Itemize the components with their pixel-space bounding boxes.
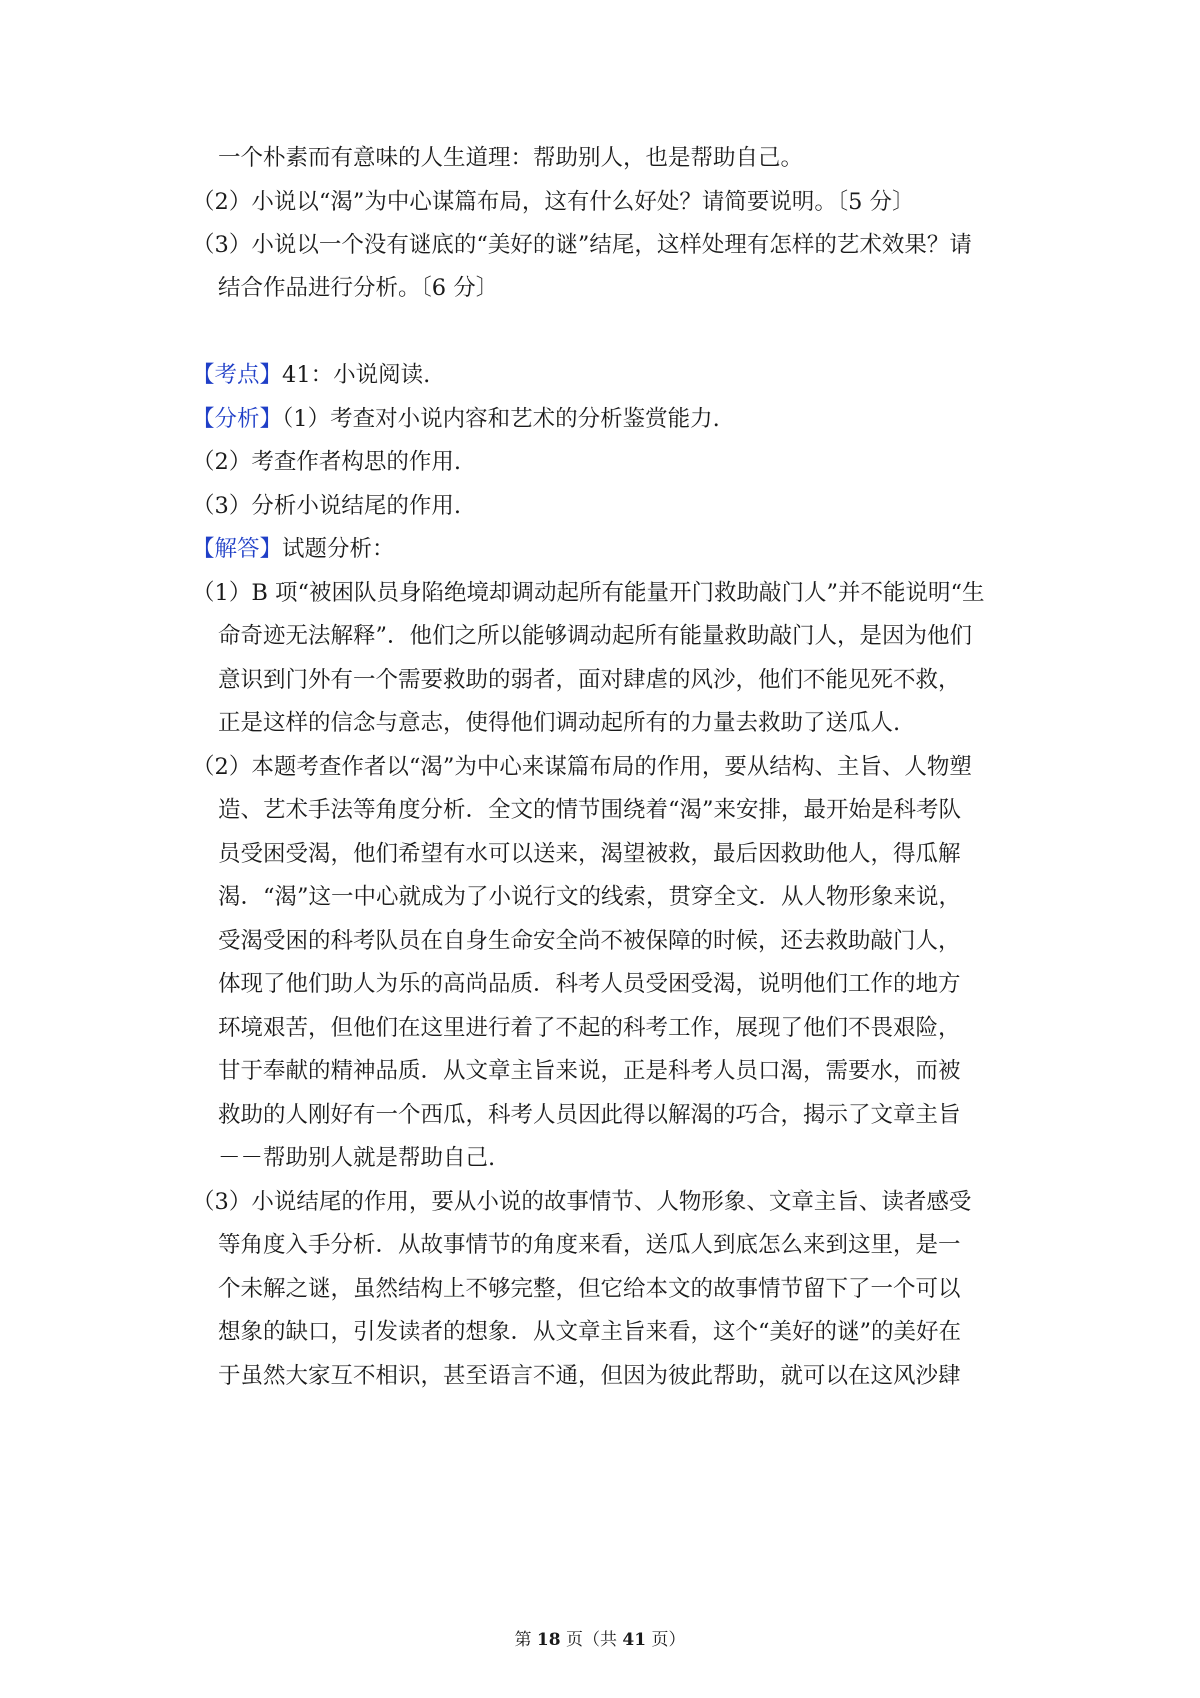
page-total: 41 [622,1630,647,1650]
kaodian-section [192,360,430,390]
footer-prefix: 第 [514,1630,532,1650]
answer-2-line: 渴．“渴”这一中心就成为了小说行文的线索，贯穿全文．从人物形象来说， [218,884,962,910]
answer-2-line: 甘于奉献的精神品质．从文章主旨来说，正是科考人员口渴，需要水，而被 [218,1058,961,1084]
answer-2-line: 受渴受困的科考队员在自身生命安全尚不被保障的时候，还去救助敲门人， [218,928,961,954]
answer-3-line: （3）小说结尾的作用，要从小说的故事情节、人物形象、文章主旨、读者感受 [192,1189,972,1215]
question-3-line-2: 结合作品进行分析。〔6 分〕 [218,275,499,301]
answer-1-line: 命奇迹无法解释”．他们之所以能够调动起所有能量救助敲门人，是因为他们 [218,623,973,649]
kaodian-tag: 【考点】 [192,362,283,388]
question-text-line: 一个朴素而有意味的人生道理：帮助别人，也是帮助自己。 [218,145,804,171]
answer-2-line: 体现了他们助人为乐的高尚品质．科考人员受困受渴，说明他们工作的地方 [218,971,961,997]
question-2: （2）小说以“渴”为中心谋篇布局，这有什么好处？请简要说明。〔5 分〕 [192,189,915,215]
jieda-text: 试题分析： [282,536,395,562]
fenxi-line-2: （2）考查作者构思的作用. [192,449,461,475]
answer-1-line: （1）B 项“被困队员身陷绝境却调动起所有能量开门救助敲门人”并不能说明“生 [192,580,985,606]
answer-2-line: （2）本题考查作者以“渴”为中心来谋篇布局的作用，要从结构、主旨、人物塑 [192,754,972,780]
question-3-line-1: （3）小说以一个没有谜底的“美好的谜”结尾，这样处理有怎样的艺术效果？请 [192,232,972,258]
answer-1-line: 正是这样的信念与意志，使得他们调动起所有的力量去救助了送瓜人. [218,710,901,736]
jieda-section [192,534,395,564]
kaodian-text: 41：小说阅读. [282,362,431,388]
answer-2-line: 救助的人刚好有一个西瓜，科考人员因此得以解渴的巧合，揭示了文章主旨 [218,1102,961,1128]
answer-3-line: 想象的缺口，引发读者的想象．从文章主旨来看，这个“美好的谜”的美好在 [218,1319,962,1345]
footer-suffix: 页） [651,1630,686,1650]
fenxi-section [192,404,720,434]
page-footer [0,1628,1200,1652]
answer-3-line: 于虽然大家互不相识，甚至语言不通，但因为彼此帮助，就可以在这风沙肆 [218,1363,961,1389]
answer-1-line: 意识到门外有一个需要救助的弱者，面对肆虐的风沙，他们不能见死不救， [218,667,961,693]
page-number: 18 [536,1630,561,1650]
answer-2-line: 员受困受渴，他们希望有水可以送来，渴望被救，最后因救助他人，得瓜解 [218,841,961,867]
answer-2-line: 造、艺术手法等角度分析．全文的情节围绕着“渴”来安排，最开始是科考队 [218,797,962,823]
answer-3-line: 等角度入手分析．从故事情节的角度来看，送瓜人到底怎么来到这里，是一 [218,1232,961,1258]
jieda-tag: 【解答】 [192,536,283,562]
fenxi-tag: 【分析】 [192,406,283,432]
footer-middle: 页（共 [566,1630,617,1650]
fenxi-line-3: （3）分析小说结尾的作用. [192,493,461,519]
fenxi-text: （1）考查对小说内容和艺术的分析鉴赏能力. [282,406,720,432]
answer-2-line: 环境艰苦，但他们在这里进行着了不起的科考工作，展现了他们不畏艰险， [218,1015,961,1041]
answer-2-line: －－帮助别人就是帮助自己. [218,1145,496,1171]
answer-3-line: 个未解之谜，虽然结构上不够完整，但它给本文的故事情节留下了一个可以 [218,1276,961,1302]
